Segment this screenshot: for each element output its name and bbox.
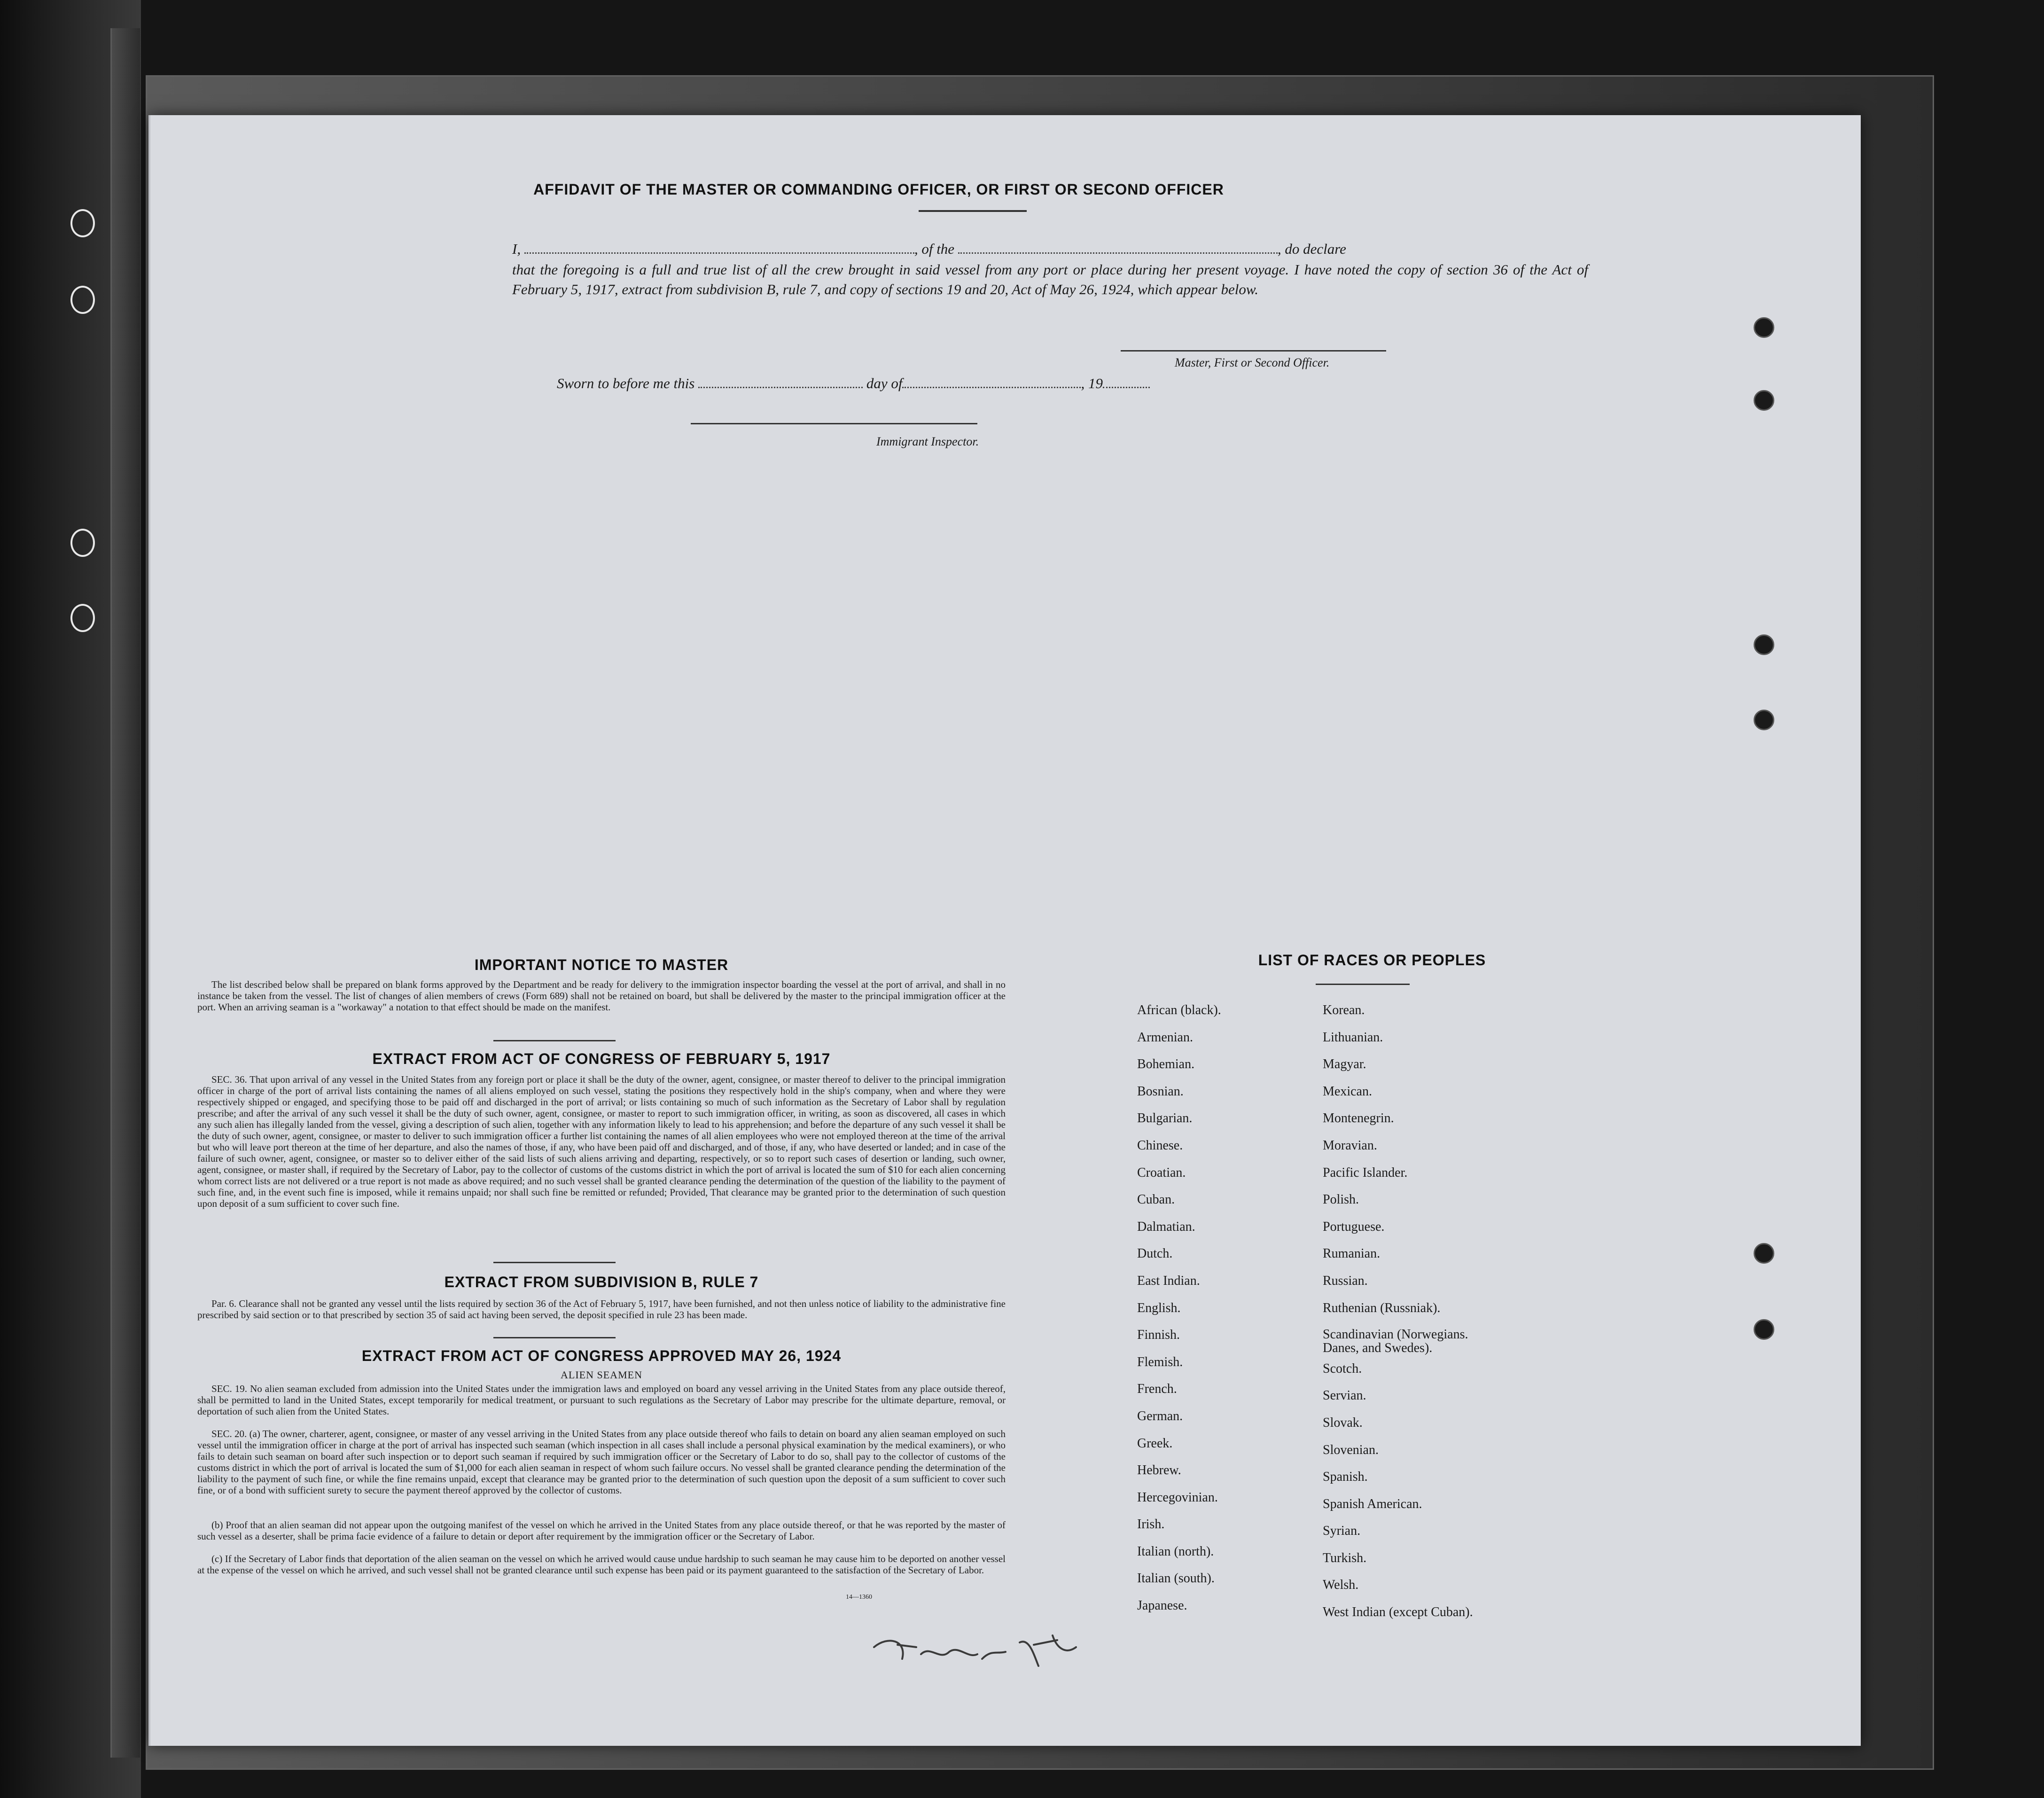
- divider: [493, 1337, 616, 1338]
- race-item: Lithuanian.: [1323, 1030, 1383, 1045]
- notice-title: IMPORTANT NOTICE TO MASTER: [474, 956, 729, 973]
- races-title: LIST OF RACES OR PEOPLES: [1258, 952, 1486, 969]
- race-item: Polish.: [1323, 1192, 1359, 1207]
- race-item: Montenegrin.: [1323, 1111, 1394, 1126]
- affidavit-body: that the foregoing is a full and true list of all the crew brought in said vessel from any port or place during her present voyage. I have noted the copy of section 36 of the Act of February 5, 1917, extract from subdivision B, rule 7, and copy of sections 19 and 20, Act of May 26, 1924, which appear below.: [512, 261, 1588, 297]
- race-item: African (black).: [1137, 1003, 1221, 1017]
- race-item: Japanese.: [1137, 1598, 1187, 1613]
- race-item: Scotch.: [1323, 1361, 1362, 1376]
- race-item: Spanish American.: [1323, 1496, 1422, 1511]
- declarant-name-field[interactable]: [524, 238, 914, 254]
- sec20c-text: (c) If the Secretary of Labor finds that deportation of the alien seaman on the vessel on which he arrived would cause undue hardship to such seaman he may cause him to be deported on another vessel at the expense of the vessel on which he arrived, and such vessel shall not be granted clearance until such expense has been paid or its payment guaranteed to the satisfaction of the Secretary of Labor.: [197, 1553, 1006, 1576]
- punch-hole: [1754, 710, 1774, 730]
- race-item: Hercegovinian.: [1137, 1490, 1218, 1505]
- binder-ring: [70, 529, 95, 557]
- race-item: Welsh.: [1323, 1578, 1359, 1593]
- vessel-name-field[interactable]: [958, 238, 1278, 254]
- form-number: 14—1360: [846, 1594, 872, 1601]
- master-signature-line[interactable]: [1121, 350, 1386, 352]
- race-item: Pacific Islander.: [1323, 1165, 1408, 1180]
- race-item: Servian.: [1323, 1388, 1366, 1403]
- extract-rule7-text: Par. 6. Clearance shall not be granted any vessel until the lists required by section 36 of the Act of February 5, 1917, have been furnished, and not then unless notice of liability to the administrative fine prescribed by said section or to that prescribed by section 35 of said act having been served, the deposit specified in rule 23 has been made.: [197, 1298, 1006, 1321]
- race-item: Flemish.: [1137, 1354, 1183, 1369]
- race-item: English.: [1137, 1300, 1181, 1315]
- sworn-day-field[interactable]: [698, 373, 863, 388]
- race-item: Magyar.: [1323, 1057, 1366, 1072]
- race-item: Chinese.: [1137, 1138, 1183, 1153]
- race-item: Moravian.: [1323, 1138, 1377, 1153]
- extract-rule7-title: EXTRACT FROM SUBDIVISION B, RULE 7: [444, 1274, 759, 1290]
- divider: [493, 1262, 616, 1263]
- race-item: Korean.: [1323, 1003, 1365, 1017]
- label-year: , 19: [1081, 375, 1103, 391]
- race-item: Russian.: [1323, 1273, 1368, 1288]
- label-of-the: , of the: [914, 241, 955, 257]
- affidavit-title: AFFIDAVIT OF THE MASTER OR COMMANDING OFFICER, OR FIRST OR SECOND OFFICER: [533, 181, 1224, 198]
- sec19-text: SEC. 19. No alien seaman excluded from admission into the United States under the immigration laws and employed on board any vessel arriving in the United States from any place outside thereof, shall be permitted to land in the United States, except temporarily for medical treatment, or pursuant to such regulations as the Secretary of Labor may prescribe for the ultimate departure, removal, or deportation of such alien from the United States.: [197, 1383, 1006, 1417]
- extract-1917-text: SEC. 36. That upon arrival of any vessel in the United States from any foreign port or place it shall be the duty of the owner, agent, consignee, or master thereof to deliver to the principal immigration officer in charge of the port of arrival lists containing the names of all aliens employed on such vessel, stating the positions they respectively hold in the ship's company, when and where they were respectively shipped or engaged, and specifying those to be paid off and discharged in the port of arrival; or lists containing so much of such information as the Secretary of Labor shall by regulation prescribe; and after the arrival of any such vessel it shall be the duty of such owner, agent, consignee, or master to report to such immigration officer, in writing, as soon as discovered, all cases in which any such alien has illegally landed from the vessel, giving a description of such alien, together with any information likely to lead to his apprehension; and before the departure of any such vessel it shall be the duty of such owner, agent, consignee, or master to deliver to such immigration officer a further list containing the names of all alien employees who were not employed thereon at the time of the arrival but who will leave port thereon at the time of her departure, and also the names of those, if any, who have been paid off and discharged, and of those, if any, who have deserted or landed; and in case of the failure of such owner, agent, consignee, or master so to deliver either of the said lists of such aliens arriving and departing, respectively, or so to report such cases of desertion or landing, such owner, agent, consignee, or master shall, if required by the Secretary of Labor, pay to the collector of customs of the customs district in which the port of arrival is located the sum of $10 for each alien concerning whom correct lists are not delivered or a true report is not made as above required; and no such vessel shall be granted clearance pending the determination of the question of the liability to the payment of such fine, and, in the event such fine is imposed, while it remains unpaid; nor shall such fine be remitted or refunded; Provided, That clearance may be granted prior to the determination of such question upon deposit of a sum sufficient to cover such fine.: [197, 1074, 1006, 1209]
- punch-hole: [1754, 634, 1774, 655]
- label-day-of: day of: [866, 375, 903, 391]
- race-item: Scandinavian (Norwegians. Danes, and Swedes).: [1323, 1327, 1468, 1355]
- inspector-label: Immigrant Inspector.: [876, 435, 979, 448]
- race-item: Slovenian.: [1323, 1442, 1379, 1457]
- race-item: Spanish.: [1323, 1470, 1368, 1485]
- race-item: Dalmatian.: [1137, 1219, 1195, 1234]
- punch-hole: [1754, 1243, 1774, 1264]
- divider: [493, 1040, 616, 1041]
- binder-ring: [70, 209, 95, 237]
- race-item: Mexican.: [1323, 1084, 1372, 1099]
- binder-strip: [110, 28, 140, 1758]
- race-item: Bulgarian.: [1137, 1111, 1193, 1126]
- extract-1924-subtitle: ALIEN SEAMEN: [561, 1369, 642, 1381]
- race-item: French.: [1137, 1382, 1177, 1397]
- binder-ring: [70, 604, 95, 632]
- race-item: Portuguese.: [1323, 1219, 1385, 1234]
- sworn-month-field[interactable]: [902, 373, 1081, 388]
- punch-hole: [1754, 317, 1774, 338]
- divider: [1316, 984, 1410, 985]
- sec20a-text: SEC. 20. (a) The owner, charterer, agent, consignee, or master of any vessel arriving in the United States from any place outside thereof who fails to detain on board any alien seaman employed on such vessel until the immigration officer in charge at the port of arrival has inspected such seaman (which inspection in all cases shall include a personal physical examination by the medical examiners), or who fails to detain such seaman on board after such inspection or to deport such seaman if required by such immigration officer or the Secretary of Labor to do so, shall pay to the collector of customs of the customs district in which the port of arrival is located the sum of $1,000 for each alien seaman in respect of whom such failure occurs. No vessel shall be granted clearance pending the determination of the liability to the payment of such fine, or while the fine remains unpaid, except that clearance may be granted prior to the determination of such question upon the deposit of a sum sufficient to cover such fine, or of a bond with sufficient surety to secure the payment thereof approved by the collector of customs.: [197, 1428, 1006, 1496]
- handwritten-signature: [869, 1626, 1090, 1678]
- race-item: Ruthenian (Russniak).: [1323, 1300, 1441, 1315]
- race-item: Irish.: [1137, 1517, 1165, 1532]
- race-item: Croatian.: [1137, 1165, 1186, 1180]
- binder-ring: [70, 286, 95, 314]
- race-item: East Indian.: [1137, 1273, 1200, 1288]
- race-item: Greek.: [1137, 1436, 1173, 1451]
- race-item: Italian (south).: [1137, 1571, 1215, 1586]
- race-item: Finnish.: [1137, 1328, 1180, 1343]
- race-item: Slovak.: [1323, 1415, 1363, 1430]
- race-item: Dutch.: [1137, 1246, 1173, 1261]
- inspector-signature-line[interactable]: [691, 423, 977, 424]
- punch-hole: [1754, 1319, 1774, 1340]
- race-item: Syrian.: [1323, 1524, 1361, 1539]
- races-left-column: [1137, 997, 1306, 1619]
- punch-hole: [1754, 390, 1774, 411]
- extract-1917-title: EXTRACT FROM ACT OF CONGRESS OF FEBRUARY 5, 1917: [372, 1050, 831, 1067]
- race-item: German.: [1137, 1408, 1183, 1423]
- sec20b-text: (b) Proof that an alien seaman did not appear upon the outgoing manifest of the vessel on which he arrived in the United States from any place outside thereof, or that he was reported by the master of such vessel as a deserter, shall be prima facie evidence of a failure to detain or deport after requirement by the immigration officer or the Secretary of Labor.: [197, 1519, 1006, 1542]
- race-item: West Indian (except Cuban).: [1323, 1605, 1473, 1620]
- label-do-declare: , do declare: [1277, 241, 1346, 257]
- race-item: Cuban.: [1137, 1192, 1175, 1207]
- race-item: Hebrew.: [1137, 1463, 1181, 1478]
- race-item: Armenian.: [1137, 1030, 1193, 1045]
- sworn-line: [557, 373, 1150, 392]
- race-item: Rumanian.: [1323, 1246, 1381, 1261]
- race-item: Turkish.: [1323, 1550, 1367, 1565]
- title-underline: [919, 210, 1027, 212]
- extract-1924-title: EXTRACT FROM ACT OF CONGRESS APPROVED MAY 26, 1924: [361, 1347, 842, 1364]
- race-item: Bohemian.: [1137, 1057, 1195, 1072]
- races-right-column: [1323, 997, 1567, 1626]
- form-page: [148, 115, 1861, 1746]
- master-signature-label: Master, First or Second Officer.: [1175, 356, 1330, 369]
- notice-text: The list described below shall be prepared on blank forms approved by the Department and be ready for delivery to the immigration inspector boarding the vessel at the port of arrival, and shall in no instance be taken from the vessel. The list of changes of alien members of crews (Form 689) shall not be retained on board, but shall be delivered by the master to the principal immigration officer at the port. When an arriving seaman is a "workaway" a notation to that effect should be made on the manifest.: [197, 979, 1006, 1013]
- race-item: Bosnian.: [1137, 1084, 1184, 1099]
- race-item: Italian (north).: [1137, 1544, 1214, 1559]
- sworn-year-field[interactable]: [1103, 373, 1150, 388]
- label-i: I,: [512, 241, 521, 257]
- affidavit-declaration-line: [512, 238, 1588, 258]
- label-sworn: Sworn to before me this: [557, 375, 695, 391]
